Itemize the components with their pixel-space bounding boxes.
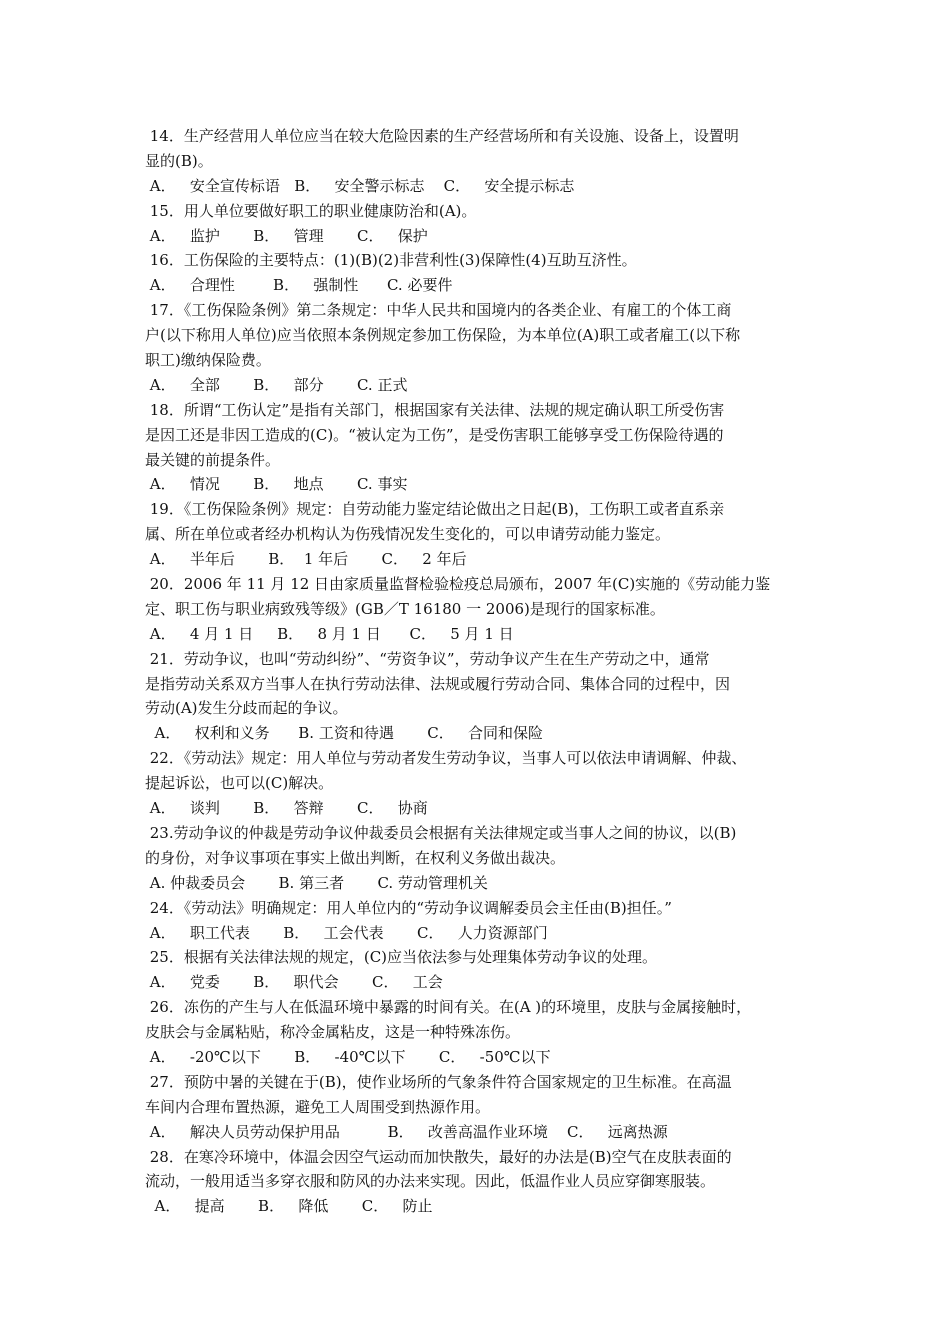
text-line: 户(以下称用人单位)应当依照本条例规定参加工伤保险，为本单位(A)职工或者雇工(以下称: [145, 326, 741, 345]
text-line: A． 监护 B． 管理 C． 保护: [145, 226, 428, 245]
text-line: A． 党委 B． 职代会 C． 工会: [145, 973, 443, 992]
text-line: A． 半年后 B． 1 年后 C． 2 年后: [145, 550, 467, 569]
text-line: 27．预防中暑的关键在于(B)，使作业场所的气象条件符合国家规定的卫生标准。在高温: [145, 1072, 732, 1091]
text-line: A． 全部 B． 部分 C. 正式: [145, 375, 408, 394]
text-line: 28．在寒冷环境中，体温会因空气运动而加快散失，最好的办法是(B)空气在皮肤表面的: [145, 1147, 732, 1166]
text-line: 20．2006 年 11 月 12 日由家质量监督检验检疫总局颁布，2007 年(C)实施的《劳动能力鉴: [145, 575, 771, 594]
text-line: 最关键的前提条件。: [145, 450, 281, 469]
text-line: 18．所谓“工伤认定”是指有关部门，根据国家有关法律、法规的规定确认职工所受伤害: [145, 400, 725, 419]
text-line: A． 解决人员劳动保护用品 B． 改善高温作业环境 C． 远离热源: [145, 1122, 668, 1141]
text-line: 16．工伤保险的主要特点：(1)(B)(2)非营利性(3)保障性(4)互助互济性。: [145, 251, 637, 270]
text-line: 车间内合理布置热源，避免工人周围受到热源作用。: [145, 1097, 491, 1116]
text-line: 24．《劳动法》明确规定：用人单位内的“劳动争议调解委员会主任由(B)担任。”: [145, 898, 672, 917]
text-line: 17．《工伤保险条例》第二条规定：中华人民共和国境内的各类企业、有雇工的个体工商: [145, 301, 732, 320]
text-line: 定、职工伤与职业病致残等级》(GB／T 16180 一 2006)是现行的国家标准。: [145, 599, 665, 618]
text-line: A. 仲裁委员会 B. 第三者 C. 劳动管理机关: [145, 873, 488, 892]
text-line: A． 情况 B． 地点 C. 事实: [145, 475, 408, 494]
text-line: A． 合理性 B． 强制性 C. 必要件: [145, 276, 453, 295]
text-line: 19．《工伤保险条例》规定：自劳动能力鉴定结论做出之日起(B)，工伤职工或者直系亲: [145, 500, 725, 519]
text-line: 属、所在单位或者经办机构认为伤残情况发生变化的，可以申请劳动能力鉴定。: [145, 525, 671, 544]
document-page: [145, 124, 825, 1219]
text-line: 流动，一般用适当多穿衣服和防风的办法来实现。因此，低温作业人员应穿御寒服装。: [145, 1172, 716, 1191]
text-line: 皮肤会与金属粘贴，称冷金属粘皮，这是一种特殊冻伤。: [145, 1023, 521, 1042]
text-line: 是因工还是非因工造成的(C)。“被认定为工伤”，是受伤害职工能够享受工伤保险待遇的: [145, 425, 724, 444]
text-line: 21．劳动争议，也叫“劳动纠纷”、“劳资争议”，劳动争议产生在生产劳动之中，通常: [145, 649, 710, 668]
text-line: 是指劳动关系双方当事人在执行劳动法律、法规或履行劳动合同、集体合同的过程中，因: [145, 674, 731, 693]
text-line: A． 4 月 1 日 B． 8 月 1 日 C． 5 月 1 日: [145, 624, 514, 643]
text-line: 26．冻伤的产生与人在低温环境中暴露的时间有关。在(A )的环境里，皮肤与金属接触时，: [145, 998, 752, 1017]
text-line: 15．用人单位要做好职工的职业健康防治和(A)。: [145, 201, 477, 220]
text-line: 的身份，对争议事项在事实上做出判断，在权利义务做出裁决。: [145, 848, 566, 867]
text-line: A． -20℃以下 B． -40℃以下 C． -50℃以下: [145, 1047, 551, 1066]
text-line: 23.劳动争议的仲裁是劳动争议仲裁委员会根据有关法律规定或当事人之间的协议，以(B): [145, 823, 737, 842]
text-line: A． 安全宣传标语 B． 安全警示标志 C． 安全提示标志: [145, 176, 575, 195]
text-line: 提起诉讼，也可以(C)解决。: [145, 774, 334, 793]
text-line: A． 提高 B． 降低 C． 防止: [145, 1197, 433, 1216]
text-line: A． 权利和义务 B. 工资和待遇 C． 合同和保险: [145, 724, 543, 743]
text-line: A． 职工代表 B． 工会代表 C． 人力资源部门: [145, 923, 548, 942]
text-line: 22．《劳动法》规定：用人单位与劳动者发生劳动争议，当事人可以依法申请调解、仲裁、: [145, 749, 747, 768]
text-line: 劳动(A)发生分歧而起的争议。: [145, 699, 348, 718]
text-line: 职工)缴纳保险费。: [145, 351, 271, 370]
text-line: 25．根据有关法律法规的规定，(C)应当依法参与处理集体劳动争议的处理。: [145, 948, 658, 967]
text-line: A． 谈判 B． 答辩 C． 协商: [145, 799, 428, 818]
text-line: 14．生产经营用人单位应当在较大危险因素的生产经营场所和有关设施、设备上，设置明: [145, 127, 739, 145]
text-line: 显的(B)。: [145, 151, 213, 170]
